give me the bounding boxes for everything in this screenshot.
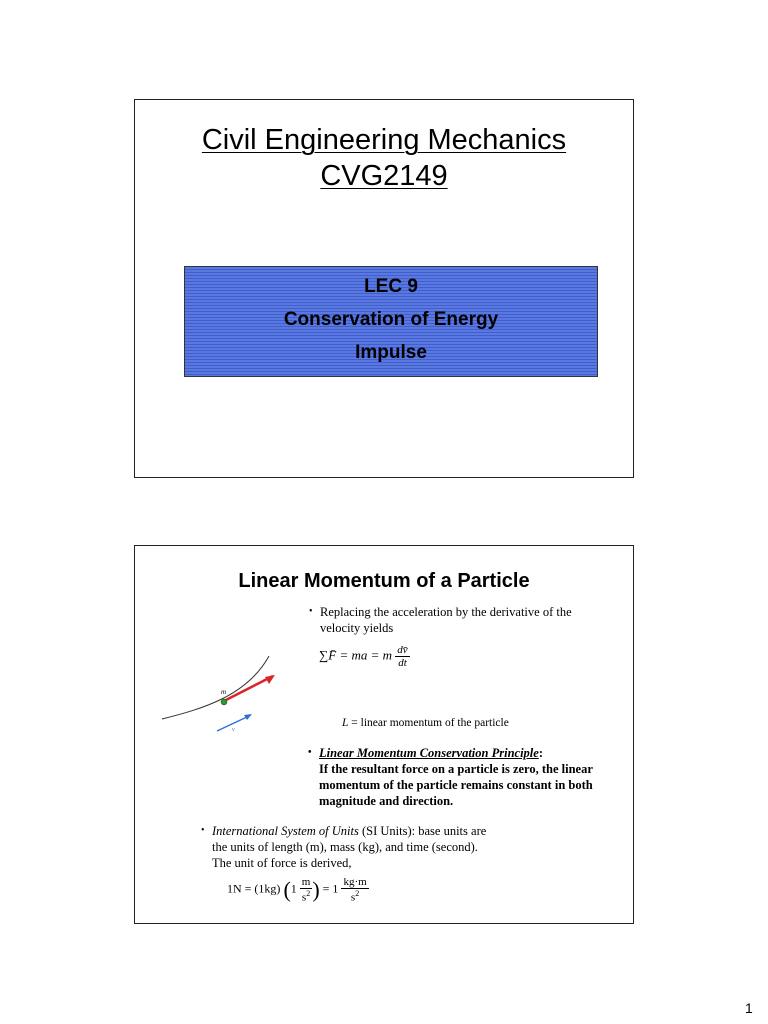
fraction-denominator: dt — [398, 657, 407, 669]
unit-fraction-1 — [300, 876, 313, 904]
lecture-number: LEC 9 — [364, 276, 418, 297]
unit-fraction-1-exp: 2 — [306, 889, 311, 898]
lecture-box — [184, 266, 598, 377]
principle-name: Linear Momentum Conservation Principle — [319, 746, 539, 760]
bullet-conservation-principle — [308, 745, 629, 809]
unit-formula-lhs: 1N = (1kg) — [227, 881, 281, 896]
si-units-line-2: the units of length (m), mass (kg), and time (second). — [212, 840, 478, 854]
formula-lhs: ∑F̄ = ma = m — [319, 647, 393, 663]
linear-momentum-symbol: L — [342, 717, 349, 729]
linear-momentum-definition — [342, 717, 509, 729]
linear-momentum-text: = linear momentum of the particle — [351, 717, 509, 729]
slide-1 — [134, 99, 634, 478]
newton-second-law-formula — [319, 644, 410, 669]
bullet-dot: • — [308, 747, 312, 758]
velocity-arrowhead — [244, 714, 252, 720]
unit-fraction-2-num: kg·m — [343, 876, 367, 888]
unit-formula-one: 1 — [290, 881, 297, 896]
lecture-topic-1: Conservation of Energy — [283, 309, 499, 330]
title-line-1: Civil Engineering Mechanics — [201, 124, 567, 156]
page-number: 1 — [745, 1000, 753, 1016]
si-units-line-3: The unit of force is derived, — [212, 856, 352, 870]
unit-fraction-2-exp: 2 — [355, 889, 360, 898]
principle-body: If the resultant force on a particle is zero, the linear momentum of the particle remains constant in both magnitude and direction. — [319, 762, 593, 808]
bullet-dot: • — [309, 606, 313, 617]
unit-fraction-1-num: m — [301, 876, 311, 888]
si-units-name: International System of Units — [212, 824, 359, 838]
slide-2-title: Linear Momentum of a Particle — [238, 570, 530, 592]
title-line-2: CVG2149 — [320, 160, 448, 192]
unit-fraction-2-den: s — [350, 891, 356, 904]
unit-formula-mid: = 1 — [322, 881, 339, 896]
bullet-derivative — [309, 604, 610, 636]
fraction-numerator: dv̄ — [397, 644, 408, 656]
slide-1-title — [135, 122, 633, 194]
mass-label: m — [221, 688, 227, 696]
velocity-label: v — [232, 727, 235, 733]
momentum-arrowhead — [265, 675, 275, 684]
newton-unit-formula: 1N = (1kg) (1 $\frac{m}{s^2}$ ) = 1 $\frac{kg\cdot m}{s^2}$ — [227, 876, 367, 904]
momentum-arrow — [224, 676, 273, 701]
unit-fraction-2 — [341, 876, 368, 904]
formula-fraction — [395, 644, 409, 669]
particle-path-diagram — [157, 651, 287, 741]
bullet-si-units — [201, 823, 552, 871]
slide-2 — [134, 545, 634, 924]
bullet-derivative-text: Replacing the acceleration by the derivative of the velocity yields — [320, 605, 572, 635]
bullet-dot: • — [201, 825, 205, 836]
principle-colon: : — [538, 746, 543, 760]
unit-fraction-1-den: s — [301, 891, 307, 904]
lecture-topic-2: Impulse — [355, 342, 427, 363]
particle-dot — [221, 699, 227, 705]
si-units-line-1: (SI Units): base units are — [358, 824, 487, 838]
